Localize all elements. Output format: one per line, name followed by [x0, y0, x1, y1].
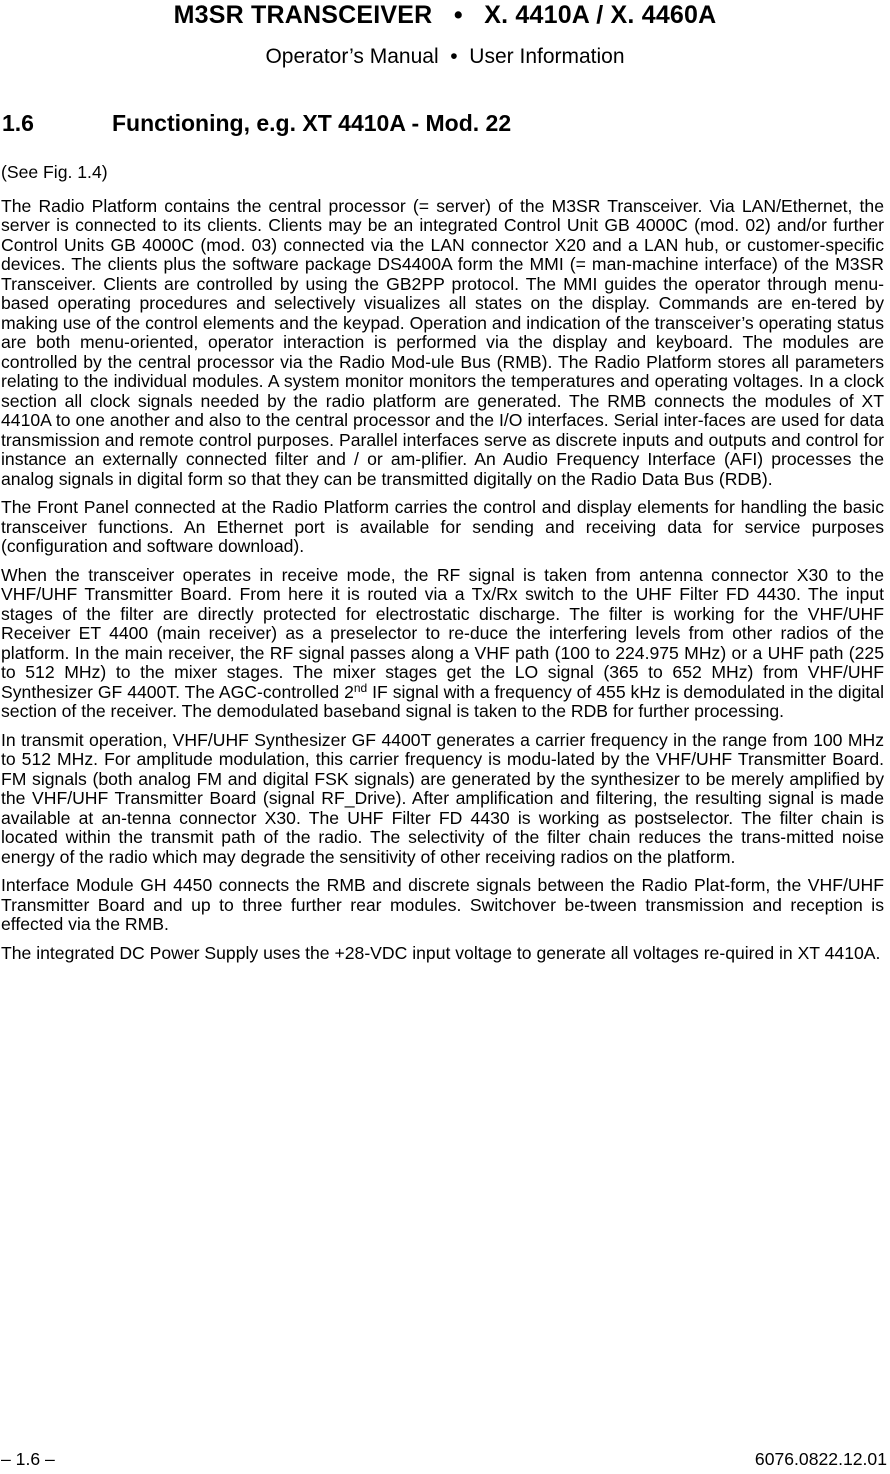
paragraph-power-supply: The integrated DC Power Supply uses the +28-VDC input voltage to generate all voltages re-quired in XT 4410A.: [1, 942, 881, 963]
document-header-subtitle: Operator’s Manual • User Information: [265, 45, 625, 68]
document-header-title: M3SR TRANSCEIVER • X. 4410A / X. 4460A: [173, 1, 717, 29]
figure-reference: (See Fig. 1.4): [1, 162, 108, 182]
body-text: [1, 163, 884, 972]
receive-mode-text-1: When the transceiver operates in receive mode, the RF signal is taken from antenna connector X30 to the VHF/UHF Transmitter Board. From here it is routed via a Tx/Rx switch to the UHF Filter FD 4430. The input stages of the filter are directly protected for electrostatic discharge. The filter is working for the VHF/UHF Receiver ET 4400 (main receiver) as a preselector to re-duce the interfering levels from other radios of the platform. In the main receiver, the RF signal passes along a VHF path (100 to 224.975 MHz) or a UHF path (225 to 512 MHz) to the mixer stages. The mixer stages get the LO signal (365 to 652 MHz) from VHF/UHF Synthesizer GF 4400T. The AGC-controlled 2: [1, 564, 884, 702]
paragraph-interface-module: Interface Module GH 4450 connects the RMB and discrete signals between the Radio Plat-form, the VHF/UHF Transmitter Board and up to three further rear modules. Switchover be-tween transmission and reception is effected via the RMB.: [1, 875, 884, 934]
section-heading: [2, 108, 511, 138]
page-number: – 1.6 –: [1, 1449, 55, 1469]
receive-mode-text-2: IF signal with a frequency of 455 kHz is demodulated in the digital section of the receiver. The demodulated baseband signal is taken to the RDB for further processing.: [1, 681, 884, 721]
superscript-nd: nd: [353, 680, 368, 695]
section-title: Functioning, e.g. XT 4410A - Mod. 22: [112, 110, 512, 136]
paragraph-transmit-operation: In transmit operation, VHF/UHF Synthesizer GF 4400T generates a carrier frequency in the range from 100 MHz to 512 MHz. For amplitude modulation, this carrier frequency is modu-lated by the VHF/UHF Transmitter Board. FM signals (both analog FM and digital FSK signals) are generated by the synthesizer to be merely amplified by the VHF/UHF Transmitter Board (signal RF_Drive). After amplification and filtering, the resulting signal is made available at an-tenna connector X30. The UHF Filter FD 4430 is working as postselector. The filter chain is located within the transmit path of the radio. The selectivity of the filter chain reduces the trans-mitted noise energy of the radio which may degrade the sensitivity of other receiving radios on the platform.: [1, 729, 884, 867]
document-number: 6076.0822.12.01: [754, 1449, 887, 1469]
paragraph-front-panel: The Front Panel connected at the Radio Platform carries the control and display elements for handling the basic transceiver functions. An Ethernet port is available for sending and receiving data for service purposes (configuration and software download).: [1, 497, 884, 556]
paragraph-receive-mode: [1, 566, 884, 722]
section-number: 1.6: [2, 110, 34, 136]
paragraph-radio-platform: The Radio Platform contains the central processor (= server) of the M3SR Transceiver. Via LAN/Ethernet, the server is connected to its clients. Clients may be an integrated Control Unit GB 4000C (mod. 02) and/or further Control Units GB 4000C (mod. 03) connected via the LAN connector X20 and a LAN hub, or customer-specific devices. The clients plus the software package DS4400A form the MMI (= man-machine interface) of the M3SR Transceiver. Clients are controlled by using the GB2PP protocol. The MMI guides the operator through menu-based operating procedures and selectively visualizes all states on the display. Commands are en-tered by making use of the control elements and the keypad. Operation and indication of the transceiver’s operating status are both menu-oriented, operator interaction is performed via the display and keyboard. The modules are controlled by the central processor via the Radio Mod-ule Bus (RMB). The Radio Platform stores all parameters relating to the individual modules. A system monitor monitors the temperatures and operating voltages. In a clock section all clock signals needed by the radio platform are generated. The RMB connects the modules of XT 4410A to one another and also to the central processor and the I/O interfaces. Serial inter-faces are used for data transmission and remote control purposes. Parallel interfaces serve as discrete inputs and outputs and control for instance an externally connected filter and / or am-plifier. An Audio Frequency Interface (AFI) processes the analog signals in digital form so that they can be transmitted digitally on the Radio Data Bus (RDB).: [1, 195, 884, 489]
